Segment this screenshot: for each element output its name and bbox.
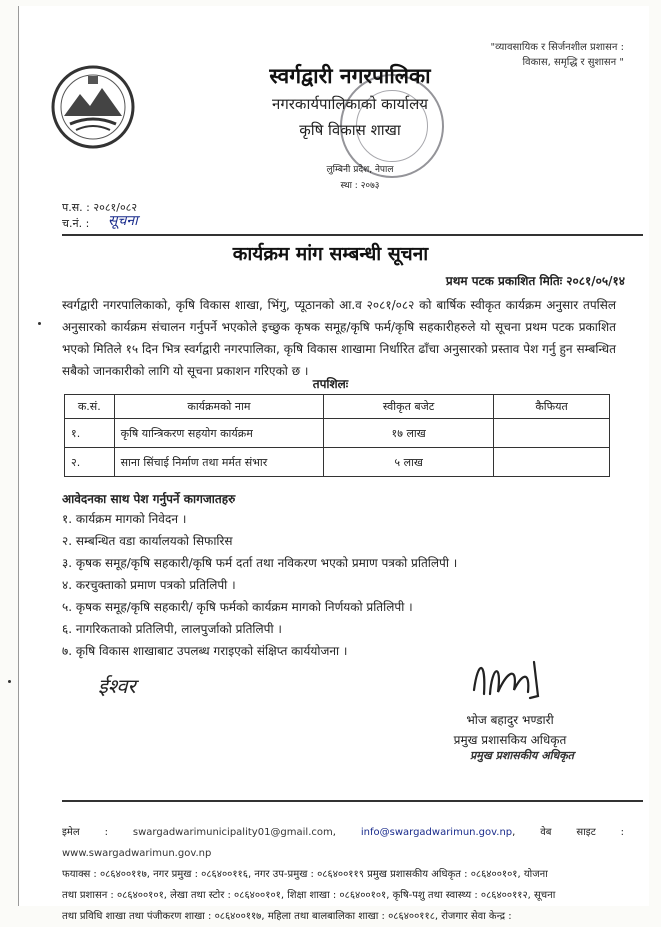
- row-sn: २.: [65, 448, 115, 477]
- documents-heading: आवेदनका साथ पेश गर्नुपर्ने कागजातहरु: [62, 492, 236, 506]
- cn-label: च.नं. :: [62, 217, 90, 230]
- notice-title: कार्यक्रम मांग सम्बन्धी सूचना: [232, 243, 429, 265]
- signatory-name: भोज बहादुर भण्डारी: [466, 713, 554, 727]
- footer-line-3: तथा प्रशासन : ०८६४००१०१, लेखा तथा स्टोर : ०८६४००१०१, शिक्षा शाखा : ०८६४००१०१, कृषि-पशु तथा स्वास्थ्य : ०८६४००११२, सूचना: [62, 890, 556, 901]
- row-budget: १७ लाख: [324, 419, 494, 448]
- row-remarks: [494, 448, 610, 477]
- table-row: [65, 419, 610, 448]
- website-label: , वेब साइट :: [512, 827, 625, 838]
- officer-signature-icon: [468, 650, 550, 708]
- email-link-2[interactable]: info@swargadwarimun.gov.np: [360, 827, 513, 838]
- col-budget: स्वीकृत बजेट: [324, 395, 494, 419]
- email-link-1[interactable]: swargadwarimunicipality01@gmail.com: [132, 827, 333, 838]
- scan-speck: [8, 680, 11, 683]
- list-item: १. कार्यक्रम मागको निवेदन ।: [62, 512, 187, 526]
- footer-divider: [62, 800, 643, 802]
- website-link[interactable]: www.swargadwarimun.gov.np: [62, 848, 212, 859]
- established-label: स्था : २०७३: [340, 181, 380, 191]
- row-program: कृषि यान्त्रिकरण सहयोग कार्यक्रम: [114, 419, 324, 448]
- list-item: ६. नागरिकताको प्रतिलिपी, लालपुर्जाको प्रतिलिपी ।: [62, 622, 282, 636]
- row-program: साना सिंचाई निर्माण तथा मर्मत संभार: [114, 448, 324, 477]
- office-name: नगरकार्यपालिकाको कार्यालय: [272, 95, 428, 113]
- motto: [464, 40, 624, 70]
- footer-line-1: इमेल : swargadwarimunicipality01@gmail.com, info@swargadwarimun.gov.np, वेब साइट : www.swargadwarimun.gov.np: [62, 827, 625, 859]
- program-table: [64, 394, 610, 477]
- header-divider: [62, 234, 643, 236]
- col-sn: क.सं.: [65, 395, 115, 419]
- footer-contact: [62, 822, 624, 927]
- email-label: इमेल :: [62, 827, 108, 838]
- signatory-block: [430, 710, 590, 750]
- province-label: लुम्बिनी प्रदेश, नेपाल: [326, 165, 394, 175]
- ps-number: प.स. : २०८१/०८२: [62, 201, 138, 214]
- notice-body: स्वर्गद्वारी नगरपालिकाको, कृषि विकास शाखा, भिंगु, प्यूठानको आ.व २०८१/०८२ को बार्षिक स्वीकृत कार्यक्रम अनुसार तपसिल अनुसारको कार्यक्रम संचालन गर्नुपर्ने भएकोले इच्छुक कृषक समूह/कृषि फर्म/कृषि सहकारीहरुले यो सूचना प्रथम पटक प्रकाशित भएको मितिले १५ दिन भित्र स्वर्गद्वारी नगरपालिका, कृषि विकास शाखामा निर्धारित ढाँचा अनुसारको प्रस्ताव पेश गर्नु हुन सम्बन्धित सबैको जानकारीको लागि यो सूचना प्रकाशन गरिएको छ ।: [62, 298, 616, 378]
- motto-line-1: "व्यावसायिक र सिर्जनशील प्रशासन :: [490, 42, 624, 53]
- publish-date: प्रथम पटक प्रकाशित मितिः २०८१/०५/१४: [445, 274, 625, 288]
- row-budget: ५ लाख: [324, 448, 494, 477]
- branch-name: कृषि विकास शाखा: [299, 121, 401, 139]
- tapsil-heading: तपशिलः: [312, 377, 349, 391]
- table-row: [65, 448, 610, 477]
- documents-list: [62, 508, 457, 662]
- signatory-seal: प्रमुख प्रशासकीय अधिकृत: [470, 749, 574, 762]
- footer-line-4: तथा प्रविधि शाखा तथा पंजीकरण शाखा : ०८६४००११७, महिला तथा बालबालिका शाखा : ०८६४००११८, रोजगार सेवा केन्द्र :: [62, 911, 512, 922]
- row-remarks: [494, 419, 610, 448]
- col-remarks: कैफियत: [494, 395, 610, 419]
- list-item: २. सम्बन्धित वडा कार्यालयको सिफारिस: [62, 534, 233, 548]
- table-header-row: [65, 395, 610, 419]
- scan-speck: [38, 322, 41, 325]
- row-sn: १.: [65, 419, 115, 448]
- municipality-emblem-icon: [50, 64, 136, 150]
- list-item: ३. कृषक समूह/कृषि सहकारी/कृषि फर्म दर्ता तथा नविकरण भएको प्रमाण पत्रको प्रतिलिपी ।: [62, 556, 458, 570]
- org-name: स्वर्गद्वारी नगरपालिका: [269, 64, 431, 88]
- col-program: कार्यक्रमको नाम: [114, 395, 324, 419]
- motto-line-2: विकास, समृद्धि र सुशासन ": [522, 57, 624, 68]
- initial-signature: ईश्वर: [98, 674, 136, 698]
- list-item: ५. कृषक समूह/कृषि सहकारी/ कृषि फर्मको कार्यक्रम मागको निर्णयको प्रतिलिपी ।: [62, 600, 413, 614]
- footer-line-2: फयाक्स : ०८६४००११७, नगर प्रमुख : ०८६४००११६, नगर उप-प्रमुख : ०८६४००११९ प्रमुख प्रशासकीय अधिकृत : ०८६४००१०१, योजना: [62, 869, 548, 880]
- list-item: ७. कृषि विकास शाखाबाट उपलब्ध गराइएको संक्षिप्त कार्ययोजना ।: [62, 644, 348, 658]
- cn-handwritten: सूचना: [108, 213, 138, 229]
- list-item: ४. करचुक्ताको प्रमाण पत्रको प्रतिलिपी ।: [62, 578, 236, 592]
- signatory-title: प्रमुख प्रशासकिय अधिकृत: [453, 733, 567, 747]
